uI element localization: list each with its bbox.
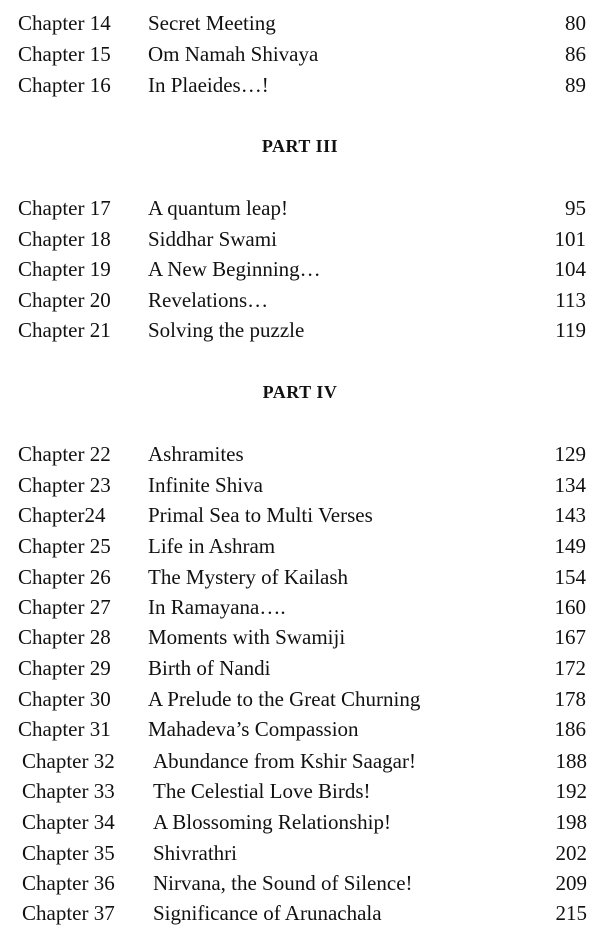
chapter-title: In Plaeides…! (148, 73, 269, 97)
chapter-number: Chapter 33 (22, 779, 115, 803)
chapter-title: The Mystery of Kailash (148, 565, 349, 589)
page-number: 209 (555, 871, 587, 895)
toc-row (22, 807, 587, 837)
page-number: 202 (555, 841, 587, 865)
chapter-title: A Blossoming Relationship! (153, 810, 392, 834)
toc-row (18, 315, 586, 345)
chapter-number: Chapter 21 (18, 318, 111, 342)
page-number: 178 (554, 687, 586, 711)
chapter-title: Abundance from Kshir Saagar! (153, 749, 416, 773)
page-number: 198 (555, 810, 587, 834)
toc-row (18, 592, 586, 622)
toc-row (22, 868, 587, 898)
page-number: 160 (554, 595, 586, 619)
chapter-number: Chapter 15 (18, 42, 111, 66)
toc-row (22, 746, 587, 776)
toc-row (18, 39, 586, 69)
chapter-title: Mahadeva’s Compassion (148, 717, 359, 741)
page-number: 129 (554, 442, 586, 466)
chapter-title: Moments with Swamiji (148, 625, 346, 649)
chapter-number: Chapter 20 (18, 288, 111, 312)
page-number: 119 (555, 318, 586, 342)
toc-row (18, 562, 586, 592)
toc-row (18, 622, 586, 652)
chapter-title: Birth of Nandi (148, 656, 271, 680)
chapter-number: Chapter 31 (18, 717, 111, 741)
chapter-title: A quantum leap! (148, 196, 288, 220)
chapter-number: Chapter 30 (18, 687, 111, 711)
chapter-title: A Prelude to the Great Churning (148, 687, 421, 711)
chapter-number: Chapter 36 (22, 871, 115, 895)
toc-row (18, 8, 586, 38)
chapter-title: In Ramayana…. (148, 595, 286, 619)
chapter-number: Chapter24 (18, 503, 106, 527)
page-number: 188 (555, 749, 587, 773)
chapter-title: Shivrathri (153, 841, 237, 865)
page-number: 215 (555, 901, 587, 925)
page-number: 95 (565, 196, 586, 220)
toc-row (18, 714, 586, 744)
chapter-number: Chapter 22 (18, 442, 111, 466)
chapter-number: Chapter 17 (18, 196, 111, 220)
page-number: 86 (565, 42, 586, 66)
page-number: 104 (554, 257, 586, 281)
toc-row (18, 500, 586, 530)
chapter-title: Life in Ashram (148, 534, 276, 558)
page-number: 154 (554, 565, 586, 589)
chapter-number: Chapter 23 (18, 473, 111, 497)
page-number: 192 (555, 779, 587, 803)
page-number: 143 (554, 503, 586, 527)
chapter-title: Secret Meeting (148, 11, 276, 35)
part-heading: PART III (261, 136, 339, 156)
toc-row (18, 470, 586, 500)
chapter-number: Chapter 19 (18, 257, 111, 281)
page-number: 134 (554, 473, 586, 497)
toc-row (18, 254, 586, 284)
chapter-title: Siddhar Swami (148, 227, 277, 251)
chapter-title: Ashramites (148, 442, 244, 466)
page-number: 89 (565, 73, 586, 97)
page-number: 101 (554, 227, 586, 251)
chapter-number: Chapter 26 (18, 565, 111, 589)
part-heading: PART IV (262, 382, 338, 402)
toc-row (18, 285, 586, 315)
chapter-title: A New Beginning… (148, 257, 321, 281)
chapter-number: Chapter 37 (22, 901, 115, 925)
page-number: 172 (554, 656, 586, 680)
toc-row (22, 838, 587, 868)
chapter-number: Chapter 14 (18, 11, 111, 35)
chapter-title: Solving the puzzle (148, 318, 305, 342)
chapter-number: Chapter 18 (18, 227, 111, 251)
page-number: 167 (554, 625, 586, 649)
chapter-number: Chapter 27 (18, 595, 111, 619)
toc-row (18, 653, 586, 683)
chapter-number: Chapter 29 (18, 656, 111, 680)
chapter-number: Chapter 16 (18, 73, 111, 97)
toc-row (22, 898, 587, 928)
toc-row (18, 684, 586, 714)
chapter-number: Chapter 35 (22, 841, 115, 865)
toc-row (18, 531, 586, 561)
chapter-title: Significance of Arunachala (153, 901, 382, 925)
chapter-title: Infinite Shiva (148, 473, 263, 497)
toc-row (18, 224, 586, 254)
toc-row (22, 776, 587, 806)
chapter-title: Nirvana, the Sound of Silence! (153, 871, 413, 895)
chapter-title: Primal Sea to Multi Verses (148, 503, 373, 527)
chapter-number: Chapter 34 (22, 810, 115, 834)
chapter-title: Om Namah Shivaya (148, 42, 319, 66)
toc-row (18, 193, 586, 223)
chapter-title: Revelations… (148, 288, 269, 312)
page-number: 80 (565, 11, 586, 35)
toc-row (18, 439, 586, 469)
page-number: 149 (554, 534, 586, 558)
page-number: 186 (554, 717, 586, 741)
chapter-number: Chapter 25 (18, 534, 111, 558)
chapter-number: Chapter 32 (22, 749, 115, 773)
toc-row (18, 70, 586, 100)
chapter-number: Chapter 28 (18, 625, 111, 649)
page-number: 113 (555, 288, 586, 312)
chapter-title: The Celestial Love Birds! (153, 779, 371, 803)
